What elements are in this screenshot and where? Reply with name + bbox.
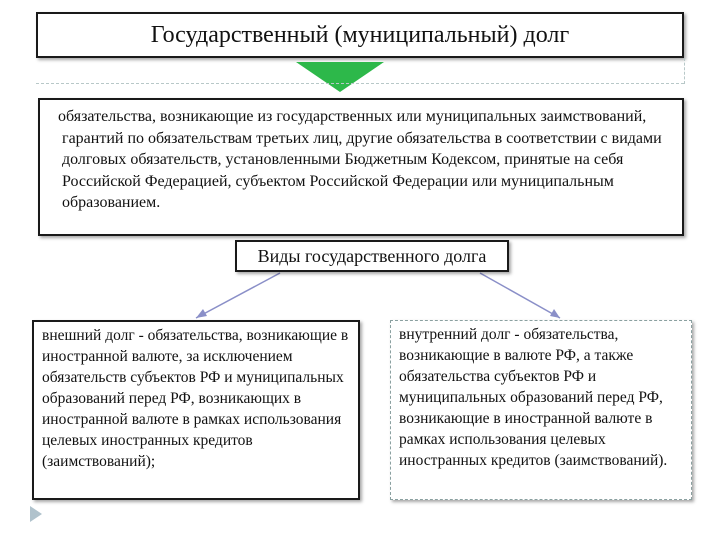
types-heading-box	[235, 240, 509, 272]
types-heading: Виды государственного долга	[257, 245, 487, 266]
connector-left-arrowhead	[196, 309, 207, 318]
page-title: Государственный (муниципальный) долг	[150, 21, 570, 48]
external-debt-box	[32, 320, 360, 500]
connector-right	[480, 273, 560, 318]
dashed-divider	[36, 83, 684, 84]
play-triangle-icon[interactable]	[30, 506, 42, 522]
dashed-divider-vertical	[684, 58, 685, 84]
definition-text: обязательства, возникающие из государственных или муниципальных заимствований, гарантий по обязательствам третьих лиц, другие обязательства в соответствии с видами долговых обязательств, установленными Бюджетным Кодексом, принятые на себя Российской Федерацией, субъектом Российской Федерации или муниципальным образованием.	[58, 108, 662, 211]
internal-debt-text: внутренний долг - обязательства, возникающие в валюте РФ, а также обязательства субъектов РФ и муниципальных образований перед РФ, возникающие в иностранной валюте в рамках использования целевых иностранных кредитов (заимствований).	[399, 326, 668, 469]
connector-right-arrowhead	[550, 309, 560, 318]
down-arrow-icon	[296, 62, 384, 92]
internal-debt-box	[390, 320, 692, 500]
definition-box	[38, 98, 684, 236]
connector-left	[196, 273, 280, 318]
external-debt-text: внешний долг - обязательства, возникающие в иностранной валюте, за исключением обязательств субъектов РФ и муниципальных образований перед РФ, возникающих в иностранной валюте в рамках использования целевых иностранных кредитов (заимствований);	[42, 327, 349, 470]
